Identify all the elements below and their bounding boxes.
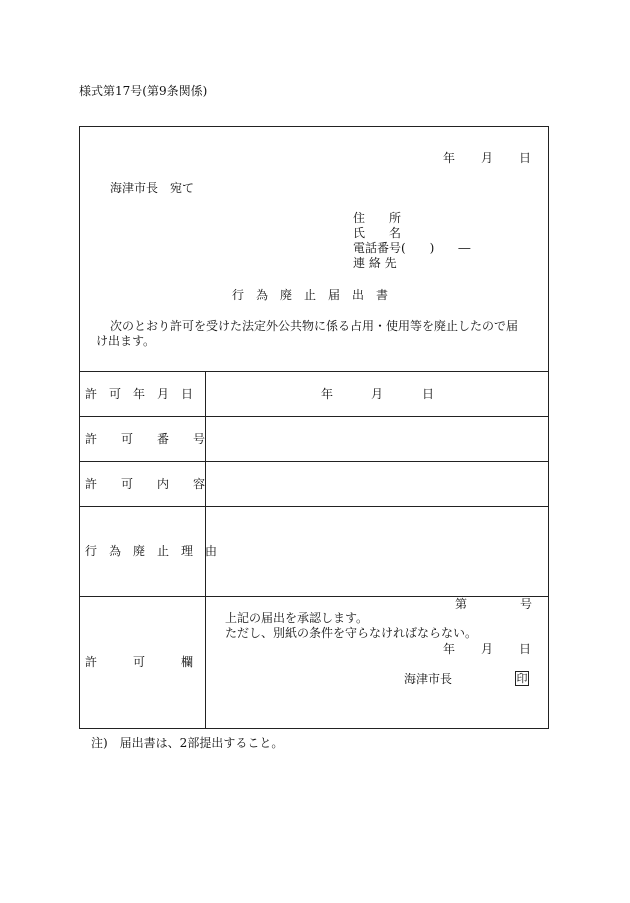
seal-box: 印 [516, 672, 528, 685]
header-date-day: 日 [519, 151, 532, 165]
approval-year: 年 [443, 642, 456, 656]
form-number: 様式第17号(第9条関係) [79, 84, 208, 98]
permit-date-year: 年 [321, 387, 334, 401]
permit-content-label: 許 可 内 容 [85, 477, 206, 491]
approval-line1: 上記の届出を承認します。 [225, 611, 369, 625]
permit-date-month: 月 [371, 387, 384, 401]
body-text-line2: け出ます。 [96, 334, 156, 348]
permit-content-field[interactable] [206, 462, 548, 505]
abolition-reason-label: 行 為 廃 止 理 由 [85, 544, 218, 558]
header-date-year: 年 [443, 151, 456, 165]
phone-label: 電話番号( ) ― [353, 241, 471, 255]
permit-number-label: 許 可 番 号 [85, 432, 206, 446]
approval-month: 月 [481, 642, 494, 656]
document-title: 行 為 廃 止 届 出 書 [232, 288, 389, 302]
permit-date-label: 許 可 年 月 日 [85, 387, 194, 401]
approval-line2: ただし、別紙の条件を守らなければならない。 [225, 626, 478, 640]
approval-dai: 第 [455, 597, 468, 611]
contact-label: 連 絡 先 [353, 256, 397, 270]
permit-number-field[interactable] [206, 417, 548, 460]
approval-gou: 号 [520, 597, 533, 611]
permit-date-day: 日 [422, 387, 435, 401]
header-date-month: 月 [481, 151, 494, 165]
row-divider [79, 371, 549, 372]
row-divider [79, 596, 549, 597]
name-label: 氏 名 [353, 226, 402, 240]
approval-day: 日 [519, 642, 532, 656]
permission-label: 許 可 欄 [85, 655, 194, 669]
approval-mayor: 海津市長 [404, 672, 453, 686]
address-label: 住 所 [353, 211, 402, 225]
addressee: 海津市長 宛て [110, 181, 195, 195]
footnote: 注) 届出書は、2部提出すること。 [91, 736, 284, 750]
abolition-reason-field[interactable] [206, 507, 548, 595]
body-text-line1: 次のとおり許可を受けた法定外公共物に係る占用・使用等を廃止したので届 [110, 319, 519, 333]
